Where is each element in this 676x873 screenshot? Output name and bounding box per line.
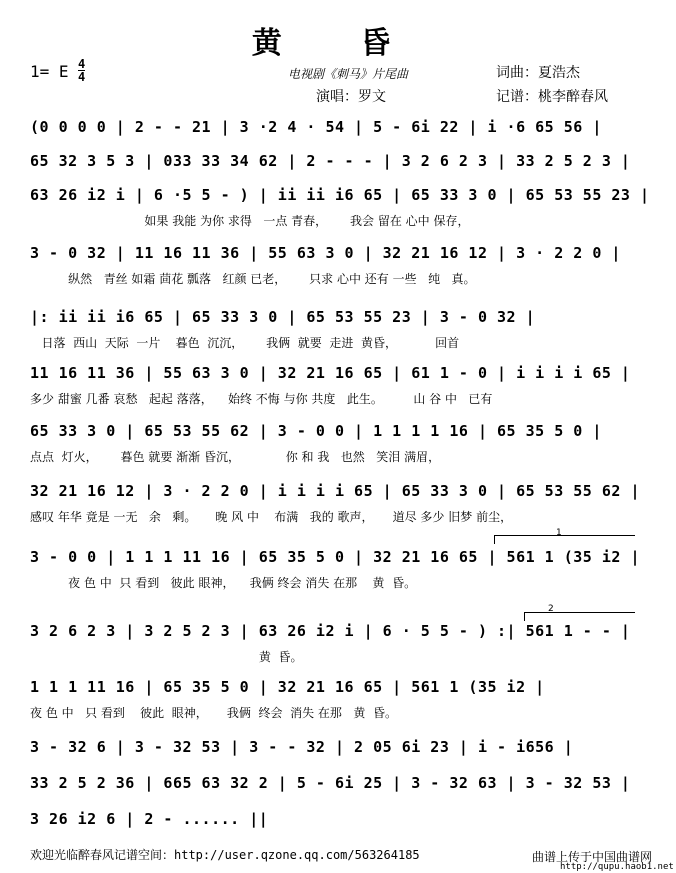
lyric-line: 点点 灯火， 暮色 就要 渐渐 昏沉， 你 和 我 也然 笑泪 满眉， xyxy=(30,450,441,464)
footer-text: 欢迎光临醉春风记谱空间：http://user.qzone.qq.com/563264185 xyxy=(30,848,420,862)
volta-first-number: 1 xyxy=(556,528,562,538)
subtitle: 电视剧《刺马》片尾曲 xyxy=(288,67,409,81)
lyric-line: 黄 昏。 xyxy=(30,650,303,664)
time-signature xyxy=(78,58,85,83)
score-line: 65 33 3 0 | 65 53 55 62 | 3 - 0 0 | 1 1 1 1 16 | 65 35 5 0 | xyxy=(30,422,602,440)
lyric-line: 多少 甜蜜 几番 哀愁 起起 落落， 始终 不悔 与你 共度 此生。 山 谷 中 已有 xyxy=(30,392,493,406)
volta-second-number: 2 xyxy=(548,604,554,614)
score-line: 63 26 i2 i | 6 ·5 5 - ) | ii ii i6 65 | 65 33 3 0 | 65 53 55 23 | xyxy=(30,186,650,204)
score-line: 3 26 i2 6 | 2 - ...... || xyxy=(30,810,269,828)
singer: 演唱：罗文 xyxy=(316,89,386,105)
key-signature: 1= E xyxy=(30,62,69,81)
time-signature-bottom: 4 xyxy=(78,70,86,84)
volta-first xyxy=(494,535,635,544)
site-url: http://qupu.haob1.net xyxy=(560,862,674,872)
score-line: 1 1 1 11 16 | 65 35 5 0 | 32 21 16 65 | 561 1 (35 i2 | xyxy=(30,678,545,696)
transcriber: 记谱：桃李醉春风 xyxy=(496,89,608,105)
lyric-line: 感叹 年华 竟是 一无 余 剩。 晚 风 中 布满 我的 歌声， 道尽 多少 旧梦 前尘， xyxy=(30,510,513,524)
lyric-line: 夜 色 中 只 看到 彼此 眼神， 我俩 终会 消失 在那 黄 昏。 xyxy=(30,706,397,720)
composer: 词曲：夏浩杰 xyxy=(496,65,580,81)
site-name: 曲谱上传于中国曲谱网 xyxy=(532,850,653,864)
score-line: 32 21 16 12 | 3 · 2 2 0 | i i i i 65 | 65 33 3 0 | 65 53 55 62 | xyxy=(30,482,640,500)
song-title: 黄 昏 xyxy=(251,26,425,61)
score-line: 3 - 32 6 | 3 - 32 53 | 3 - - 32 | 2 05 6i 23 | i - i656 | xyxy=(30,738,574,756)
score-line: 3 2 6 2 3 | 3 2 5 2 3 | 63 26 i2 i | 6 · 5 5 - ) :| 561 1 - - | xyxy=(30,622,631,640)
lyric-line: 日落 西山 天际 一片 暮色 沉沉， 我俩 就要 走进 黄昏， 回首 xyxy=(30,336,460,350)
lyric-line: 夜 色 中 只 看到 彼此 眼神， 我俩 终会 消失 在那 黄 昏。 xyxy=(30,576,417,590)
score-line: (0 0 0 0 | 2 - - 21 | 3 ·2 4 · 54 | 5 - 6i 22 | i ·6 65 56 | xyxy=(30,118,602,136)
score-line: 11 16 11 36 | 55 63 3 0 | 32 21 16 65 | 61 1 - 0 | i i i i 65 | xyxy=(30,364,631,382)
score-line: 33 2 5 2 36 | 665 63 32 2 | 5 - 6i 25 | 3 - 32 63 | 3 - 32 53 | xyxy=(30,774,631,792)
lyric-line: 纵然 青丝 如霜 茴花 瓢落 红颜 已老， 只求 心中 还有 一些 纯 真。 xyxy=(30,272,476,286)
volta-second xyxy=(524,612,635,621)
score-line: 65 32 3 5 3 | 033 33 34 62 | 2 - - - | 3 2 6 2 3 | 33 2 5 2 3 | xyxy=(30,152,631,170)
score-line: 3 - 0 32 | 11 16 11 36 | 55 63 3 0 | 32 21 16 12 | 3 · 2 2 0 | xyxy=(30,244,621,262)
lyric-line: 如果 我能 为你 求得 一点 青春， 我会 留在 心中 保存， xyxy=(30,214,470,228)
score-line: 3 - 0 0 | 1 1 1 11 16 | 65 35 5 0 | 32 21 16 65 | 561 1 (35 i2 | xyxy=(30,548,640,566)
time-signature-top: 4 xyxy=(78,57,86,71)
score-line: |: ii ii i6 65 | 65 33 3 0 | 65 53 55 23 | 3 - 0 32 | xyxy=(30,308,536,326)
